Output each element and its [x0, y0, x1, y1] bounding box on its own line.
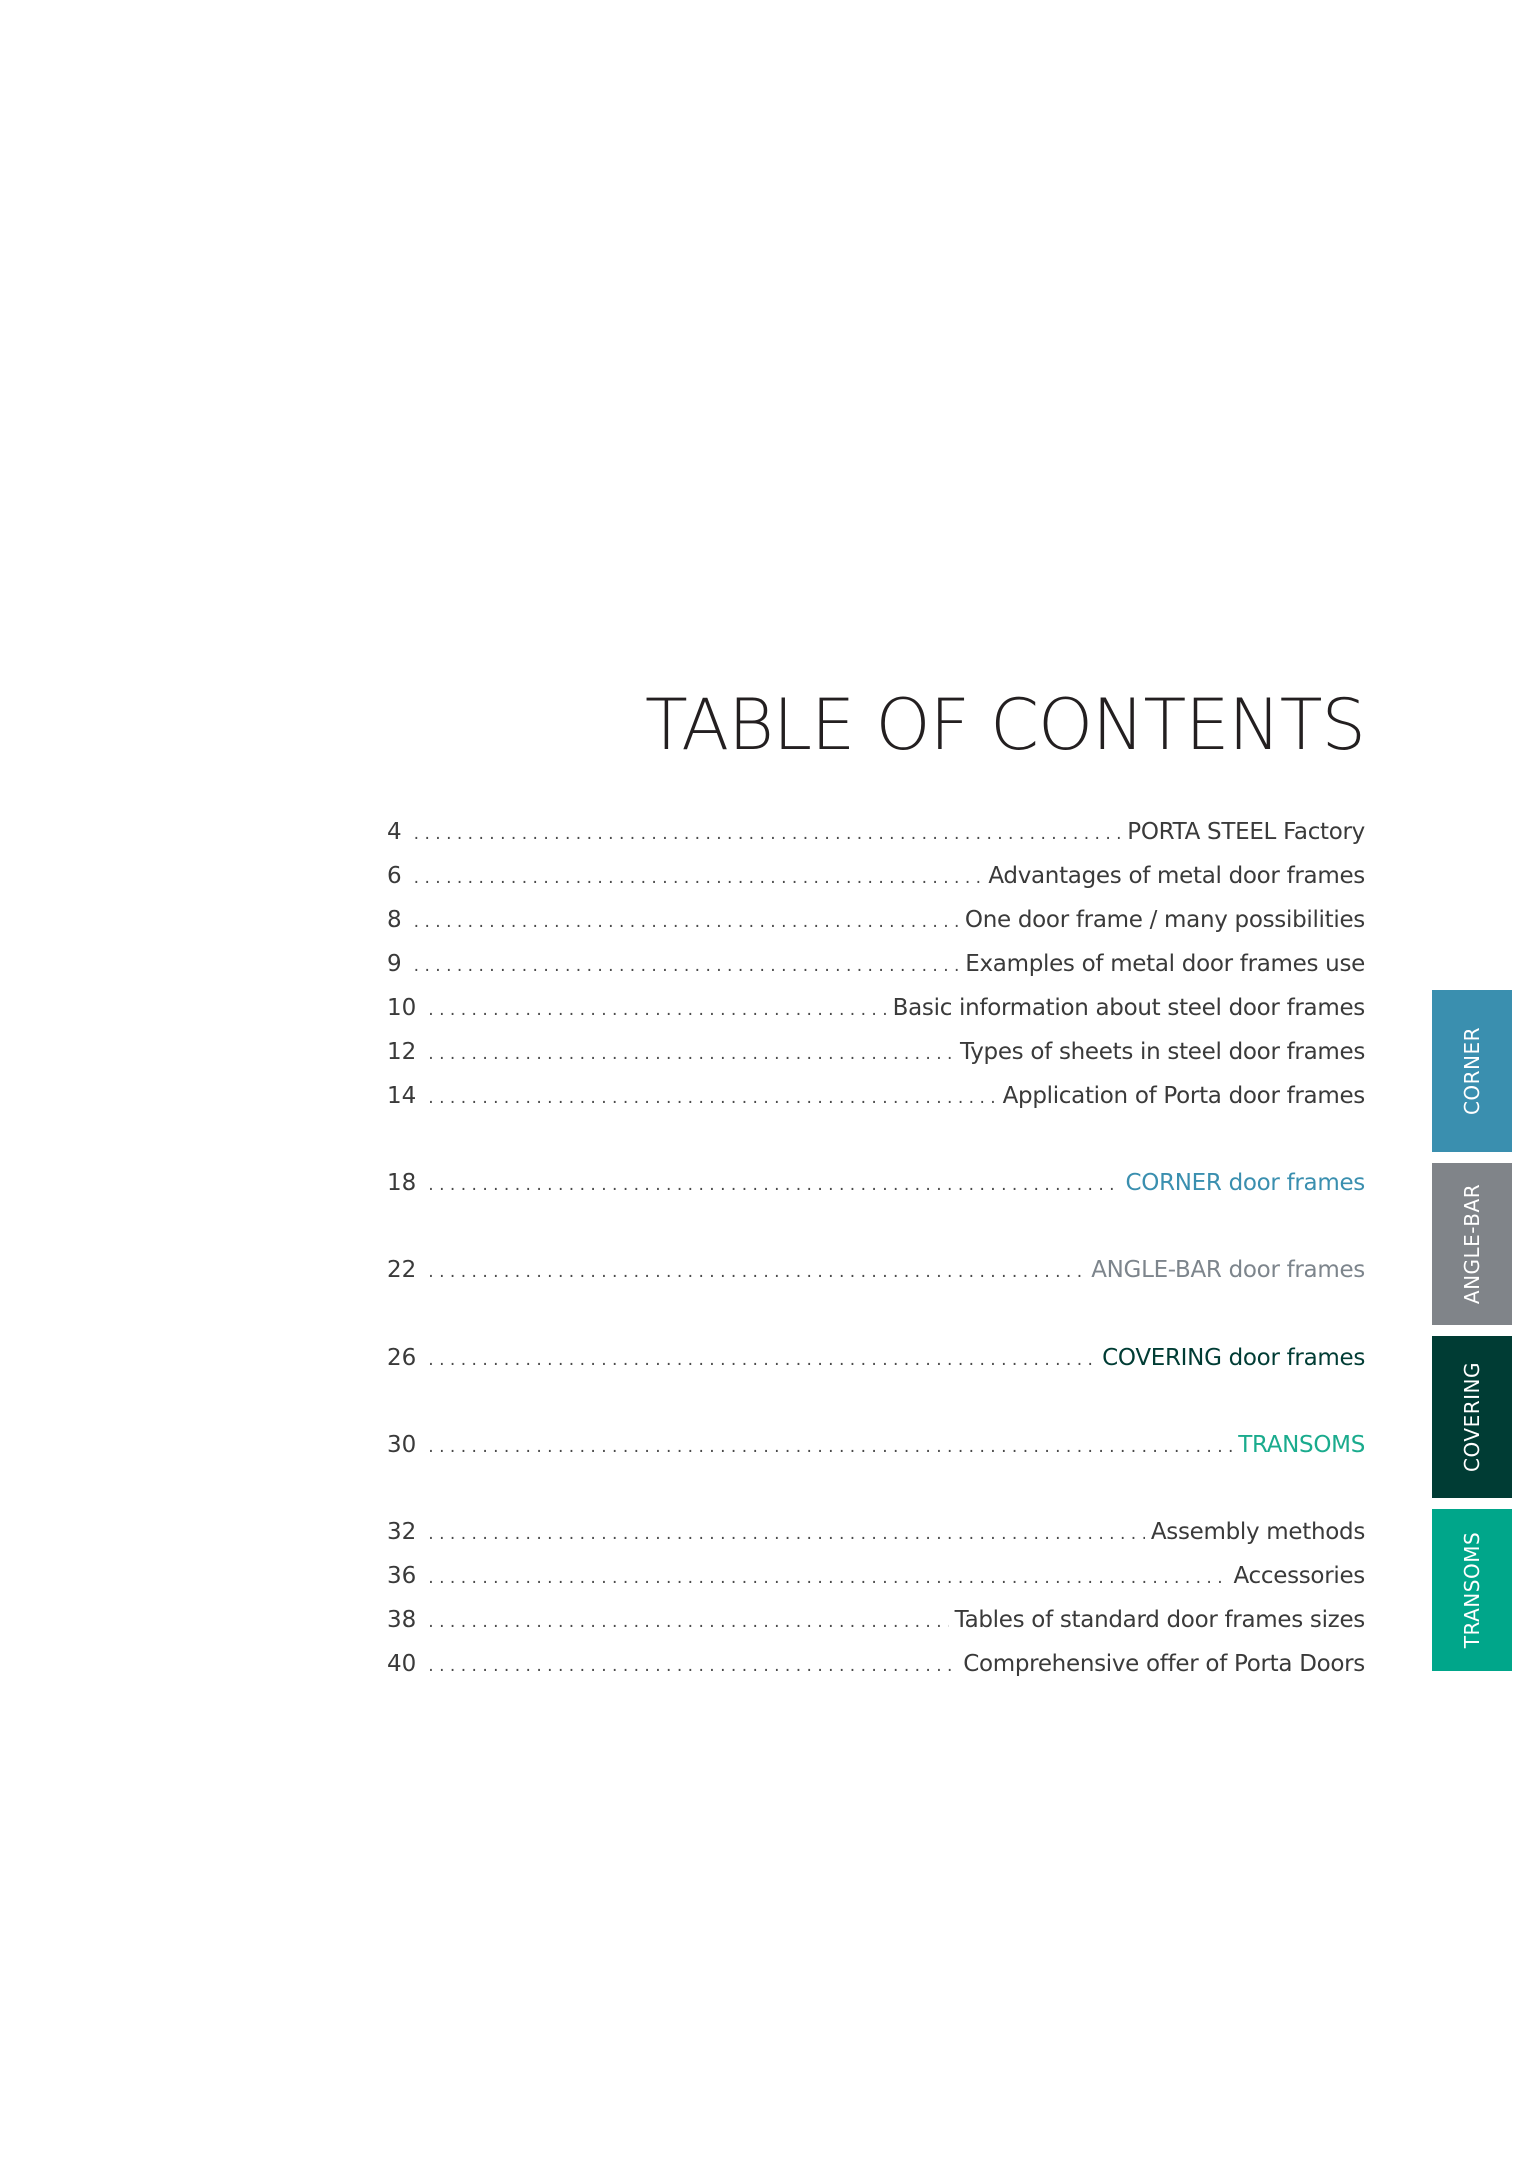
toc-entry-label: Comprehensive offer of Porta Doors [963, 1651, 1365, 1677]
toc-page-number: 32 [387, 1519, 417, 1545]
dot-leader [428, 1255, 1085, 1289]
toc-entry[interactable] [387, 1647, 1365, 1681]
toc-entry[interactable] [387, 1603, 1365, 1637]
toc-entry-label: ANGLE-BAR door frames [1091, 1257, 1365, 1283]
toc-entry[interactable] [387, 1559, 1365, 1593]
side-tab-label: ANGLE-BAR [1460, 1183, 1485, 1305]
toc-entry[interactable] [387, 947, 1365, 981]
side-tab-label: CORNER [1460, 1026, 1485, 1116]
toc-entry-label: TRANSOMS [1238, 1432, 1365, 1458]
toc-entry-label: Assembly methods [1150, 1519, 1365, 1545]
toc-page-number: 14 [387, 1083, 417, 1109]
toc-entry-label: Accessories [1233, 1563, 1365, 1589]
toc-page-number: 30 [387, 1432, 417, 1458]
side-tab-corner[interactable] [1432, 990, 1512, 1152]
page-title: TABLE OF CONTENTS [644, 684, 1365, 766]
toc-entry-label: Application of Porta door frames [1002, 1083, 1365, 1109]
dot-leader [428, 1168, 1119, 1202]
dot-leader [414, 817, 1122, 851]
side-tab-label: TRANSOMS [1460, 1531, 1484, 1649]
toc-entry-label: Examples of metal door frames use [965, 951, 1365, 977]
toc-entry-label: Types of sheets in steel door frames [960, 1039, 1365, 1065]
toc-entry-label: CORNER door frames [1125, 1170, 1365, 1196]
dot-leader [428, 1561, 1227, 1595]
side-tab-angle-bar[interactable] [1432, 1163, 1512, 1325]
toc-page-number: 18 [387, 1170, 417, 1196]
dot-leader [428, 1343, 1096, 1377]
toc-page-number: 12 [387, 1039, 417, 1065]
dot-leader [414, 861, 983, 895]
toc-page-number: 22 [387, 1257, 417, 1283]
dot-leader [428, 1605, 948, 1639]
toc-page-number: 4 [387, 819, 402, 845]
dot-leader [428, 1517, 1145, 1551]
toc-page-number: 10 [387, 995, 417, 1021]
toc-page-number: 6 [387, 863, 402, 889]
side-tab-label: COVERING [1460, 1362, 1484, 1472]
toc-entry-label: Basic information about steel door frames [892, 995, 1365, 1021]
toc-entry[interactable] [387, 1035, 1365, 1069]
dot-leader [428, 1037, 954, 1071]
toc-page-number: 9 [387, 951, 402, 977]
toc-entry-corner[interactable] [387, 1166, 1365, 1200]
dot-leader [428, 993, 886, 1027]
toc-entry-angle-bar[interactable] [387, 1253, 1365, 1287]
dot-leader [428, 1081, 996, 1115]
dot-leader [414, 949, 960, 983]
toc-entry[interactable] [387, 815, 1365, 849]
toc-entry-label: Advantages of metal door frames [988, 863, 1365, 889]
toc-entry-transoms[interactable] [387, 1428, 1365, 1462]
toc-entry-label: One door frame / many possibilities [964, 907, 1365, 933]
toc-entry[interactable] [387, 903, 1365, 937]
side-tab-covering[interactable] [1432, 1336, 1512, 1498]
dot-leader [414, 905, 959, 939]
toc-entry-label: Tables of standard door frames sizes [954, 1607, 1365, 1633]
toc-entry-label: COVERING door frames [1102, 1345, 1365, 1371]
dot-leader [428, 1649, 957, 1683]
toc-entry-label: PORTA STEEL Factory [1127, 819, 1365, 845]
side-tab-transoms[interactable] [1432, 1509, 1512, 1671]
toc-entry-covering[interactable] [387, 1341, 1365, 1375]
toc-page-number: 8 [387, 907, 402, 933]
toc-page-number: 40 [387, 1651, 417, 1677]
toc-page-number: 36 [387, 1563, 417, 1589]
toc-entry[interactable] [387, 991, 1365, 1025]
toc-entry[interactable] [387, 1515, 1365, 1549]
toc-entry[interactable] [387, 1079, 1365, 1113]
toc-page-number: 38 [387, 1607, 417, 1633]
dot-leader [428, 1430, 1232, 1464]
toc-page-number: 26 [387, 1345, 417, 1371]
toc-entry[interactable] [387, 859, 1365, 893]
